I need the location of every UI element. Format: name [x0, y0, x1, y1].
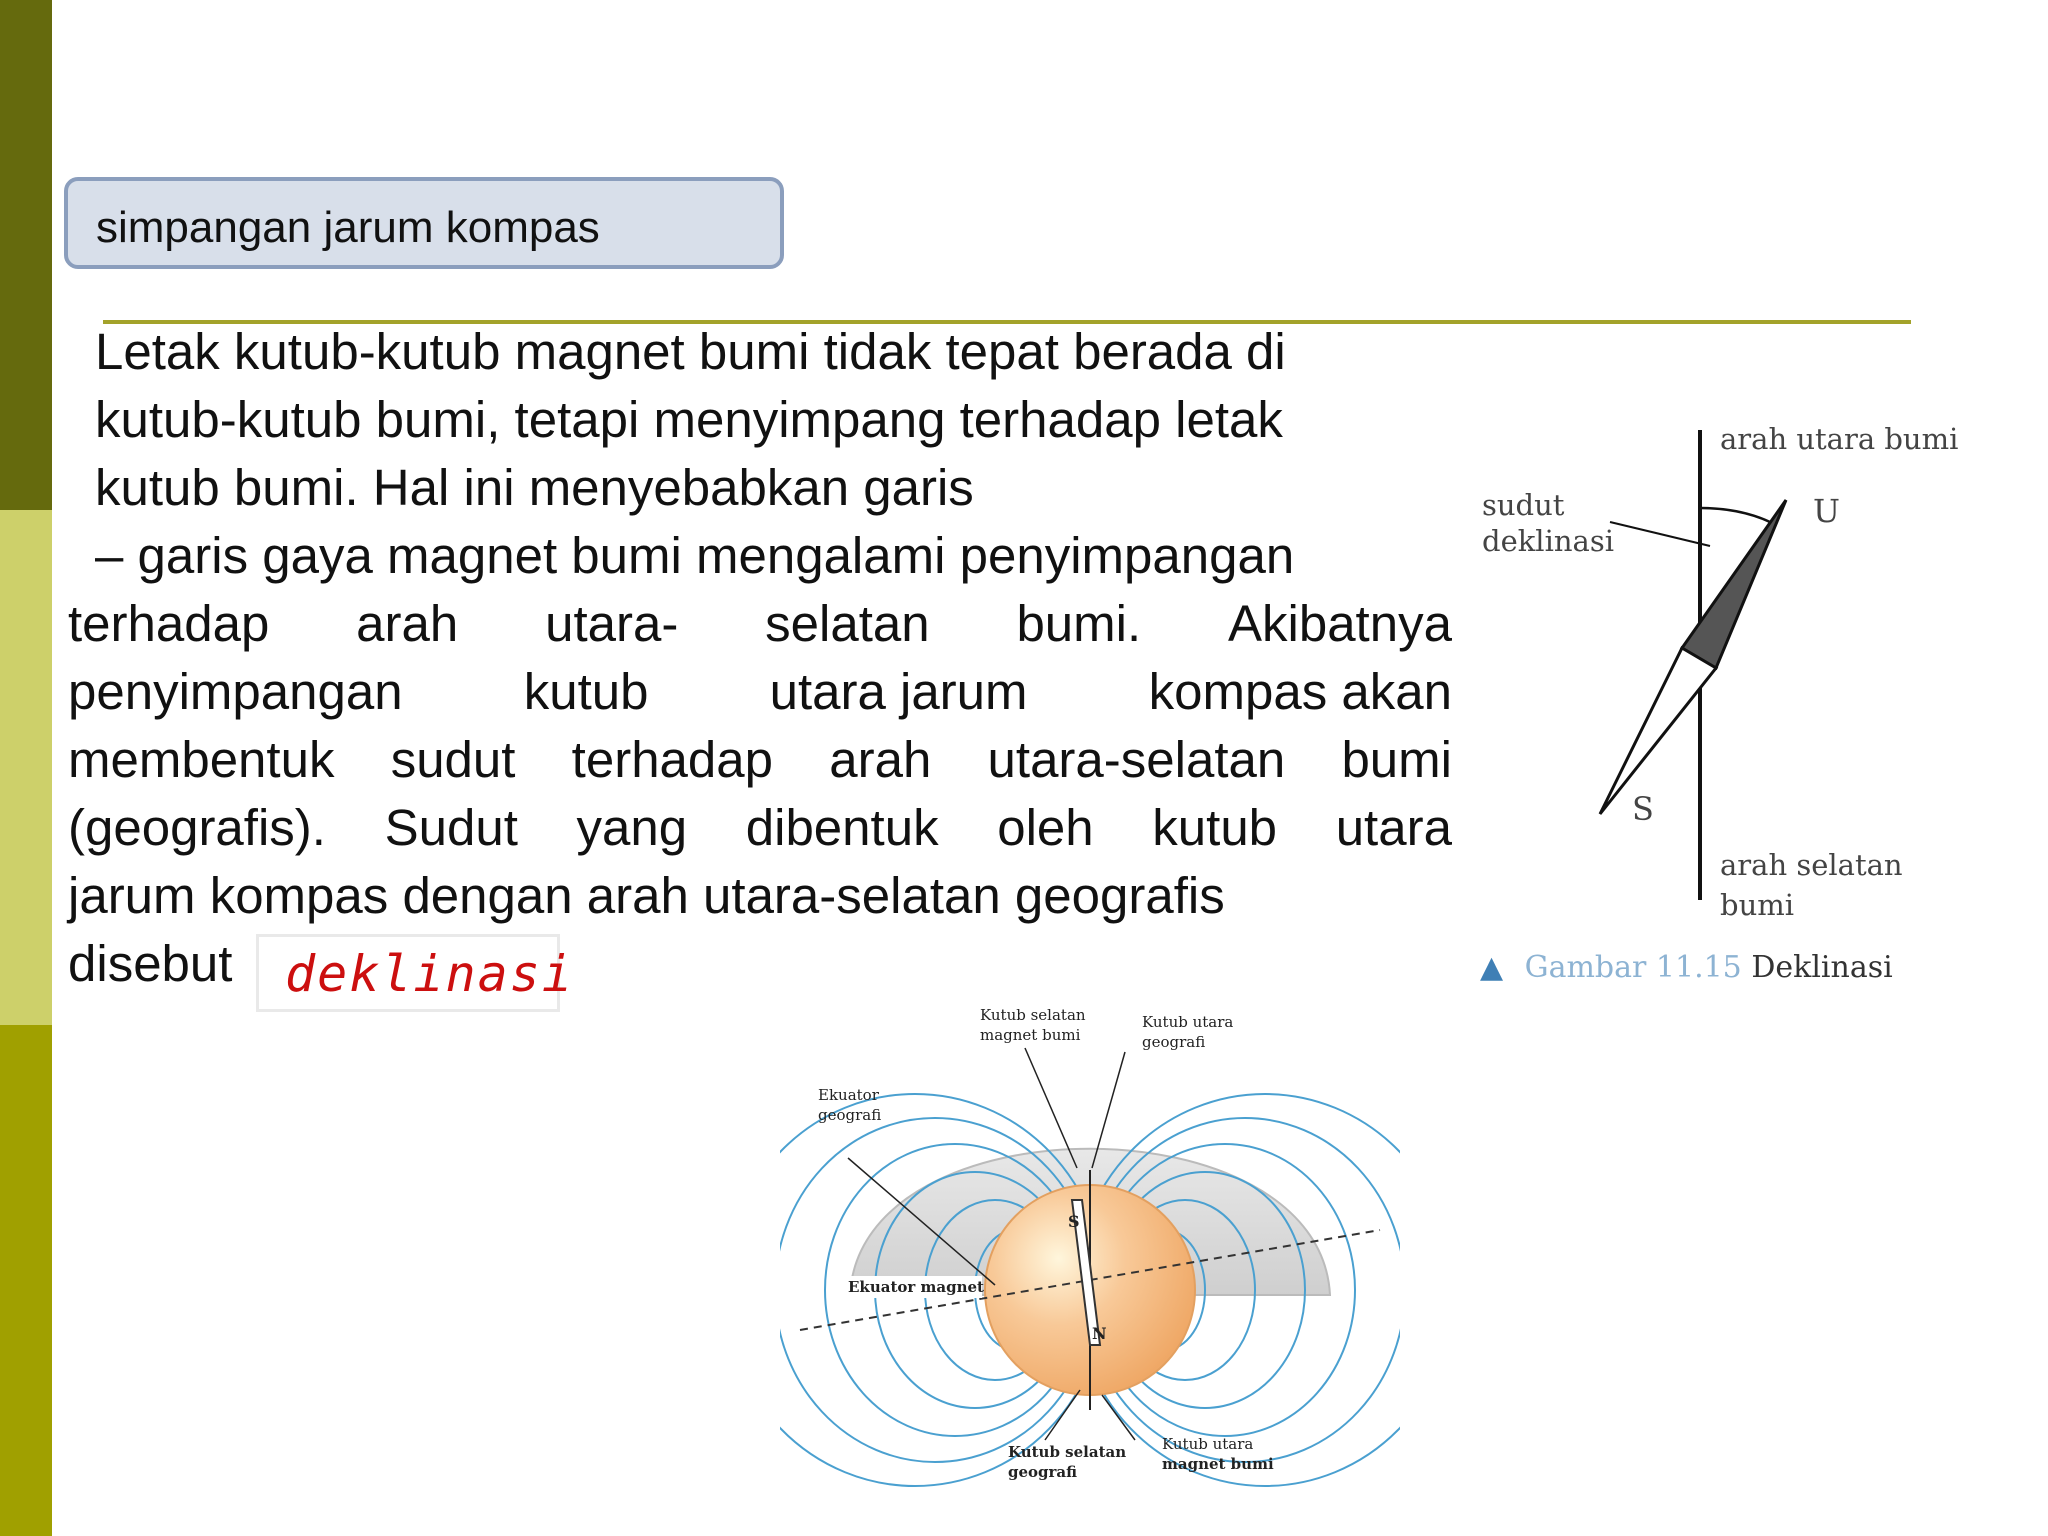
slide-title: simpangan jarum kompas — [96, 203, 600, 252]
declination-angle-label: deklinasi — [1482, 524, 1614, 558]
label-pole-s: S — [1068, 1212, 1080, 1231]
body-word: selatan — [765, 595, 930, 652]
body-word: Sudut — [384, 799, 518, 856]
body-line — [68, 794, 1452, 862]
label-south-geographic-pole: geografi — [1008, 1463, 1078, 1481]
label-north-magnetic-pole: Kutub utara — [1162, 1435, 1254, 1453]
body-word: arah — [829, 731, 932, 788]
south-direction-label: arah selatan — [1720, 848, 1903, 882]
label-north-geographic-pole: Kutub utara — [1142, 1013, 1234, 1031]
body-line — [68, 658, 1452, 726]
figure-caption — [1480, 950, 1893, 985]
body-word: utara jarum — [769, 663, 1028, 720]
body-word: dibentuk — [745, 799, 939, 856]
label-geographic-equator: geografi — [818, 1106, 882, 1124]
body-word: (geografis). — [68, 799, 326, 856]
body-line: jarum kompas dengan arah utara-selatan geografis — [68, 867, 1225, 924]
body-line — [68, 590, 1452, 658]
label-south-magnetic-pole: magnet bumi — [980, 1026, 1081, 1044]
sidebar-decoration — [0, 0, 52, 1536]
body-line: kutub bumi. Hal ini menyebabkan garis — [95, 459, 974, 516]
body-word: utara- — [545, 595, 679, 652]
label-north-geographic-pole: geografi — [1142, 1033, 1206, 1051]
needle-south-label: S — [1632, 790, 1654, 828]
body-word: kutub — [523, 663, 649, 720]
body-paragraph — [68, 318, 1452, 998]
label-north-magnetic-pole: magnet bumi — [1162, 1455, 1274, 1473]
body-line: kutub-kutub bumi, tetapi menyimpang terhadap letak — [95, 391, 1283, 448]
body-line: Letak kutub-kutub magnet bumi tidak tepat berada di — [95, 323, 1286, 380]
body-line: – garis gaya magnet bumi mengalami penyimpangan — [95, 527, 1295, 584]
body-word: penyimpangan — [68, 663, 403, 720]
body-word: kutub — [1152, 799, 1278, 856]
body-line — [68, 726, 1452, 794]
body-word: oleh — [997, 799, 1094, 856]
body-word: kompas akan — [1148, 663, 1452, 720]
needle-north-label: U — [1813, 492, 1840, 530]
slide-title-box — [64, 177, 784, 269]
body-line: disebut — [68, 935, 233, 992]
sidebar-band-olive — [0, 1025, 52, 1536]
body-word: utara — [1335, 799, 1452, 856]
answer-text: deklinasi — [285, 945, 574, 1003]
body-word: bumi. — [1016, 595, 1142, 652]
caption-marker: ▲ — [1480, 950, 1504, 985]
sidebar-band-light — [0, 510, 52, 1025]
body-word: bumi — [1341, 731, 1452, 788]
north-magnetic-pointer — [1102, 1395, 1135, 1440]
declination-pointer — [1610, 522, 1710, 546]
label-pole-n: N — [1092, 1324, 1107, 1343]
label-south-geographic-pole: Kutub selatan — [1008, 1443, 1127, 1461]
south-geo-pointer — [1045, 1390, 1080, 1440]
declination-angle-label: sudut — [1482, 488, 1565, 522]
label-south-magnetic-pole: Kutub selatan — [980, 1006, 1086, 1024]
declination-arc — [1700, 508, 1770, 522]
body-word: yang — [576, 799, 688, 856]
body-word: terhadap — [571, 731, 774, 788]
label-magnetic-equator: Ekuator magnet — [848, 1278, 984, 1296]
body-word: arah — [356, 595, 459, 652]
body-word: terhadap — [68, 595, 270, 652]
declination-figure — [1460, 400, 2020, 1000]
label-geographic-equator: Ekuator — [818, 1086, 879, 1104]
body-word: membentuk — [68, 731, 335, 788]
south-direction-label: bumi — [1720, 888, 1795, 922]
north-direction-label: arah utara bumi — [1720, 422, 1959, 456]
body-word: sudut — [390, 731, 516, 788]
caption-number: Gambar 11.15 — [1524, 950, 1742, 985]
earth-field-diagram — [780, 990, 1400, 1510]
earth-magnetic-field-figure — [780, 990, 1400, 1510]
body-word: utara-selatan — [987, 731, 1286, 788]
body-word: Akibatnya — [1227, 595, 1452, 652]
compass-needle-north — [1682, 500, 1786, 668]
caption-title: Deklinasi — [1751, 950, 1893, 985]
answer-box[interactable] — [256, 934, 574, 1012]
sidebar-band-dark — [0, 0, 52, 510]
